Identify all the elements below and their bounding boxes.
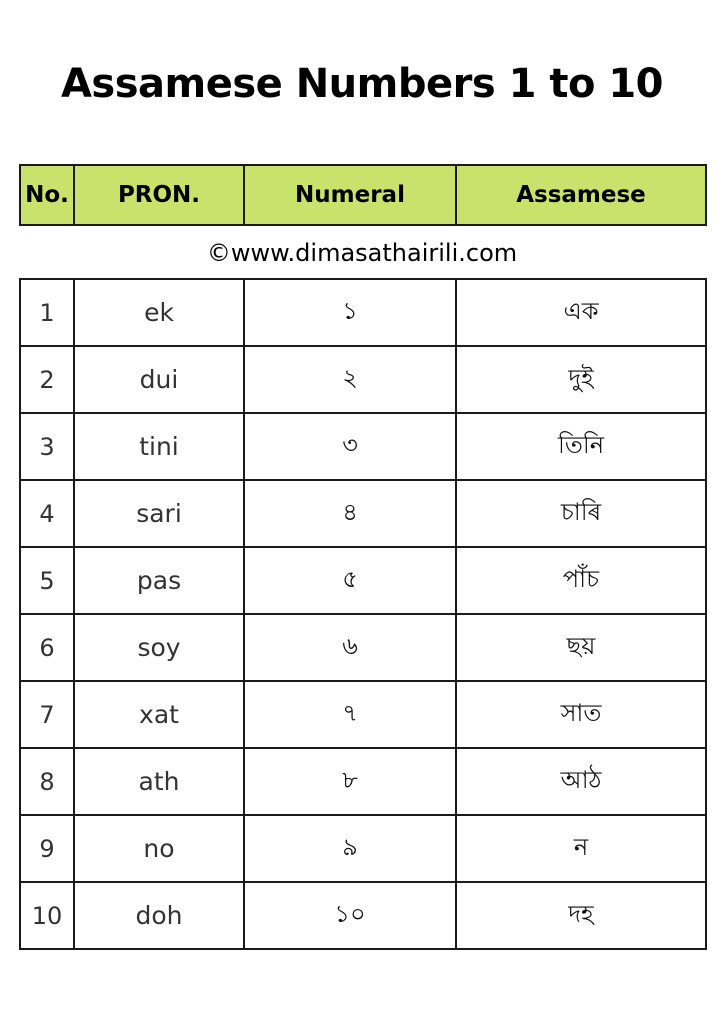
- cell-numeral: ৮: [244, 748, 456, 815]
- table-row: [20, 346, 706, 413]
- cell-assamese: দহ: [456, 882, 706, 949]
- cell-pron: doh: [74, 882, 244, 949]
- cell-pron: pas: [74, 547, 244, 614]
- cell-numeral: ২: [244, 346, 456, 413]
- cell-numeral: ১০: [244, 882, 456, 949]
- numbers-table: [19, 278, 707, 950]
- cell-no: 6: [20, 614, 74, 681]
- table-row: [20, 614, 706, 681]
- cell-no: 1: [20, 279, 74, 346]
- cell-assamese: চাৰি: [456, 480, 706, 547]
- cell-no: 8: [20, 748, 74, 815]
- cell-numeral: ৬: [244, 614, 456, 681]
- table-row: [20, 815, 706, 882]
- cell-no: 7: [20, 681, 74, 748]
- cell-assamese: ছয়: [456, 614, 706, 681]
- cell-assamese: সাত: [456, 681, 706, 748]
- table-row: [20, 681, 706, 748]
- website-credit: ©www.dimasathairili.com: [206, 239, 518, 267]
- cell-numeral: ১: [244, 279, 456, 346]
- header-no: No.: [20, 165, 74, 225]
- cell-numeral: ৪: [244, 480, 456, 547]
- cell-pron: no: [74, 815, 244, 882]
- header-row: [20, 165, 706, 225]
- cell-pron: ek: [74, 279, 244, 346]
- cell-pron: xat: [74, 681, 244, 748]
- cell-no: 4: [20, 480, 74, 547]
- table-row: [20, 480, 706, 547]
- header-pron: PRON.: [74, 165, 244, 225]
- cell-assamese: আঠ: [456, 748, 706, 815]
- table-row: [20, 413, 706, 480]
- cell-assamese: দুই: [456, 346, 706, 413]
- cell-pron: ath: [74, 748, 244, 815]
- cell-no: 10: [20, 882, 74, 949]
- header-table: [19, 164, 707, 226]
- cell-pron: tini: [74, 413, 244, 480]
- page-title: Assamese Numbers 1 to 10: [60, 61, 664, 107]
- cell-no: 3: [20, 413, 74, 480]
- table-row: [20, 882, 706, 949]
- cell-assamese: ন: [456, 815, 706, 882]
- cell-assamese: পাঁচ: [456, 547, 706, 614]
- cell-pron: dui: [74, 346, 244, 413]
- cell-numeral: ৭: [244, 681, 456, 748]
- cell-numeral: ৩: [244, 413, 456, 480]
- table-row: [20, 748, 706, 815]
- cell-no: 5: [20, 547, 74, 614]
- cell-no: 9: [20, 815, 74, 882]
- cell-numeral: ৯: [244, 815, 456, 882]
- cell-numeral: ৫: [244, 547, 456, 614]
- table-row: [20, 279, 706, 346]
- table-row: [20, 547, 706, 614]
- cell-assamese: এক: [456, 279, 706, 346]
- cell-pron: sari: [74, 480, 244, 547]
- cell-pron: soy: [74, 614, 244, 681]
- header-assamese: Assamese: [456, 165, 706, 225]
- cell-assamese: তিনি: [456, 413, 706, 480]
- header-numeral: Numeral: [244, 165, 456, 225]
- cell-no: 2: [20, 346, 74, 413]
